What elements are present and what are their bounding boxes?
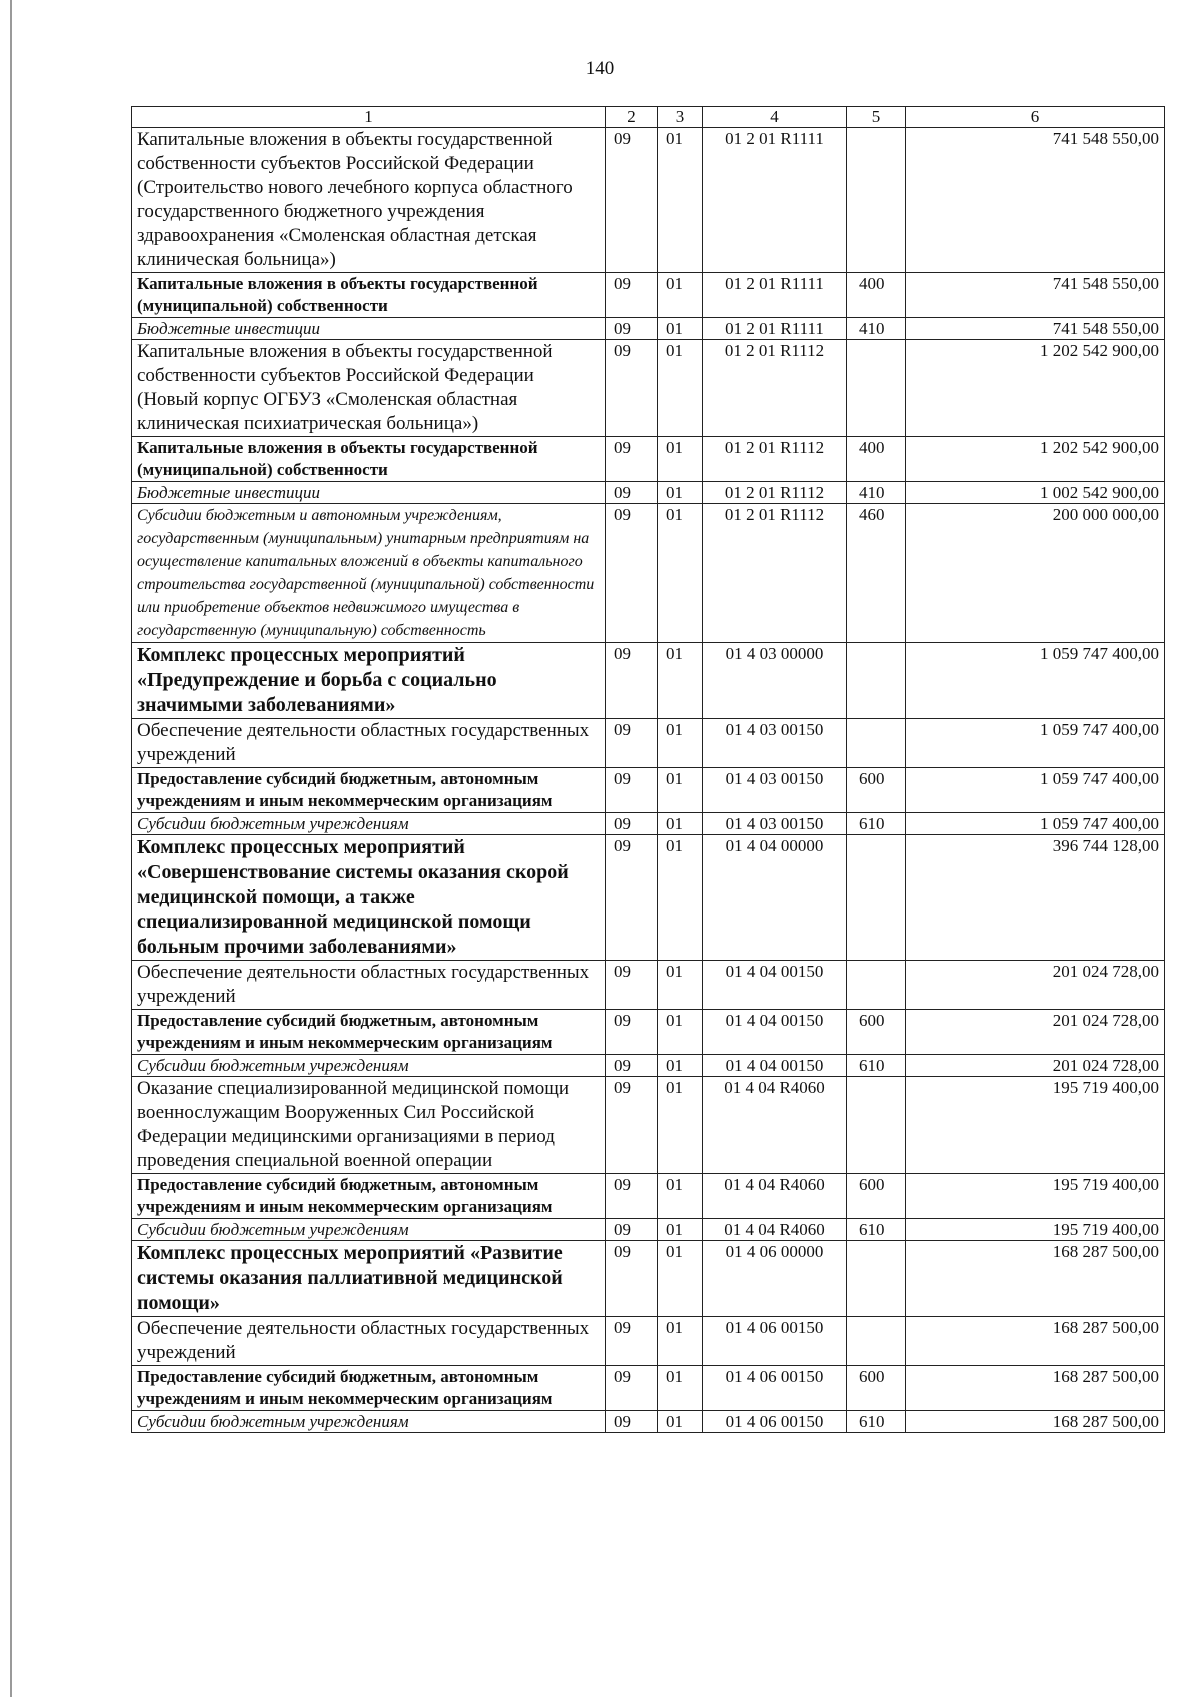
target-article-cell: 01 2 01 R1112 (703, 482, 847, 504)
amount-cell: 168 287 500,00 (906, 1241, 1165, 1317)
table-row (132, 813, 1165, 835)
expense-type-cell: 400 (847, 273, 906, 318)
expense-type-cell: 460 (847, 504, 906, 643)
table-row (132, 128, 1165, 273)
amount-cell: 741 548 550,00 (906, 273, 1165, 318)
table-row (132, 273, 1165, 318)
subsection-code-cell: 01 (658, 1241, 703, 1317)
amount-cell: 201 024 728,00 (906, 961, 1165, 1010)
expense-type-cell: 600 (847, 1010, 906, 1055)
target-article-cell: 01 4 04 00000 (703, 835, 847, 961)
row-name-cell: Обеспечение деятельности областных государственных учреждений (132, 719, 606, 768)
row-name-cell: Предоставление субсидий бюджетным, автономным учреждениям и иным некоммерческим организациям (132, 1174, 606, 1219)
target-article-cell: 01 4 06 00150 (703, 1411, 847, 1433)
table-row (132, 1010, 1165, 1055)
table-row (132, 340, 1165, 437)
amount-cell: 168 287 500,00 (906, 1411, 1165, 1433)
expense-type-cell: 610 (847, 813, 906, 835)
amount-cell: 1 202 542 900,00 (906, 437, 1165, 482)
table-row (132, 768, 1165, 813)
target-article-cell: 01 4 03 00150 (703, 813, 847, 835)
table-row (132, 1219, 1165, 1241)
section-code-cell: 09 (606, 961, 658, 1010)
subsection-code-cell: 01 (658, 1174, 703, 1219)
amount-cell: 195 719 400,00 (906, 1077, 1165, 1174)
table-row (132, 1055, 1165, 1077)
row-name-cell: Капитальные вложения в объекты государственной собственности субъектов Российской Федерации (Строительство нового лечебного корпуса областного государственного бюджетного учреждения здравоохранения «Смоленская областная детская клиническая больница») (132, 128, 606, 273)
row-name-cell: Оказание специализированной медицинской помощи военнослужащим Вооруженных Сил Российской Федерации медицинскими организациями в период проведения специальной военной операции (132, 1077, 606, 1174)
table-header-row (132, 107, 1165, 128)
section-code-cell: 09 (606, 719, 658, 768)
target-article-cell: 01 4 03 00150 (703, 768, 847, 813)
section-code-cell: 09 (606, 813, 658, 835)
target-article-cell: 01 2 01 R1112 (703, 340, 847, 437)
row-name-cell: Субсидии бюджетным и автономным учреждениям, государственным (муниципальным) унитарным предприятиям на осуществление капитальных вложений в объекты капитального строительства государственной (муниципальной) собственности или приобретение объектов недвижимого имущества в государственную (муниципальную) собственность (132, 504, 606, 643)
subsection-code-cell: 01 (658, 504, 703, 643)
section-code-cell: 09 (606, 1241, 658, 1317)
table-row (132, 504, 1165, 643)
row-name-cell: Комплекс процессных мероприятий «Совершенствование системы оказания скорой медицинской помощи, а также специализированной медицинской помощи больным прочими заболеваниями» (132, 835, 606, 961)
target-article-cell: 01 4 06 00150 (703, 1317, 847, 1366)
amount-cell: 1 059 747 400,00 (906, 719, 1165, 768)
target-article-cell: 01 2 01 R1111 (703, 273, 847, 318)
row-name-cell: Предоставление субсидий бюджетным, автономным учреждениям и иным некоммерческим организациям (132, 768, 606, 813)
section-code-cell: 09 (606, 1411, 658, 1433)
subsection-code-cell: 01 (658, 128, 703, 273)
expense-type-cell (847, 961, 906, 1010)
amount-cell: 201 024 728,00 (906, 1055, 1165, 1077)
expense-type-cell: 600 (847, 768, 906, 813)
section-code-cell: 09 (606, 768, 658, 813)
target-article-cell: 01 4 04 R4060 (703, 1174, 847, 1219)
section-code-cell: 09 (606, 437, 658, 482)
row-name-cell: Предоставление субсидий бюджетным, автономным учреждениям и иным некоммерческим организациям (132, 1010, 606, 1055)
subsection-code-cell: 01 (658, 1055, 703, 1077)
amount-cell: 1 059 747 400,00 (906, 813, 1165, 835)
amount-cell: 396 744 128,00 (906, 835, 1165, 961)
expense-type-cell (847, 1317, 906, 1366)
section-code-cell: 09 (606, 482, 658, 504)
subsection-code-cell: 01 (658, 1317, 703, 1366)
subsection-code-cell: 01 (658, 1411, 703, 1433)
amount-cell: 195 719 400,00 (906, 1219, 1165, 1241)
subsection-code-cell: 01 (658, 273, 703, 318)
row-name-cell: Обеспечение деятельности областных государственных учреждений (132, 1317, 606, 1366)
section-code-cell: 09 (606, 128, 658, 273)
subsection-code-cell: 01 (658, 1219, 703, 1241)
row-name-cell: Обеспечение деятельности областных государственных учреждений (132, 961, 606, 1010)
target-article-cell: 01 4 06 00000 (703, 1241, 847, 1317)
row-name-cell: Капитальные вложения в объекты государственной (муниципальной) собственности (132, 273, 606, 318)
header-cell: 2 (606, 107, 658, 128)
header-cell: 4 (703, 107, 847, 128)
table-row (132, 961, 1165, 1010)
amount-cell: 1 059 747 400,00 (906, 768, 1165, 813)
section-code-cell: 09 (606, 1010, 658, 1055)
expense-type-cell: 400 (847, 437, 906, 482)
amount-cell: 1 202 542 900,00 (906, 340, 1165, 437)
row-name-cell: Бюджетные инвестиции (132, 318, 606, 340)
row-name-cell: Комплекс процессных мероприятий «Развитие системы оказания паллиативной медицинской помощи» (132, 1241, 606, 1317)
expense-type-cell (847, 643, 906, 719)
section-code-cell: 09 (606, 835, 658, 961)
section-code-cell: 09 (606, 1077, 658, 1174)
header-cell: 5 (847, 107, 906, 128)
table-row (132, 1174, 1165, 1219)
row-name-cell: Предоставление субсидий бюджетным, автономным учреждениям и иным некоммерческим организациям (132, 1366, 606, 1411)
target-article-cell: 01 2 01 R1111 (703, 128, 847, 273)
table-row (132, 1241, 1165, 1317)
section-code-cell: 09 (606, 1055, 658, 1077)
expense-type-cell (847, 1077, 906, 1174)
expense-type-cell (847, 835, 906, 961)
row-name-cell: Субсидии бюджетным учреждениям (132, 1219, 606, 1241)
target-article-cell: 01 4 03 00000 (703, 643, 847, 719)
target-article-cell: 01 4 04 R4060 (703, 1219, 847, 1241)
subsection-code-cell: 01 (658, 813, 703, 835)
amount-cell: 741 548 550,00 (906, 318, 1165, 340)
amount-cell: 741 548 550,00 (906, 128, 1165, 273)
row-name-cell: Субсидии бюджетным учреждениям (132, 1411, 606, 1433)
subsection-code-cell: 01 (658, 482, 703, 504)
scan-edge-line (10, 0, 12, 1697)
table-row (132, 1411, 1165, 1433)
expense-type-cell: 600 (847, 1366, 906, 1411)
header-cell: 6 (906, 107, 1165, 128)
section-code-cell: 09 (606, 273, 658, 318)
target-article-cell: 01 4 04 00150 (703, 1010, 847, 1055)
row-name-cell: Субсидии бюджетным учреждениям (132, 1055, 606, 1077)
budget-table (131, 106, 1165, 1433)
row-name-cell: Капитальные вложения в объекты государственной собственности субъектов Российской Федерации (Новый корпус ОГБУЗ «Смоленская областная клиническая психиатрическая больница») (132, 340, 606, 437)
section-code-cell: 09 (606, 643, 658, 719)
subsection-code-cell: 01 (658, 961, 703, 1010)
table-row (132, 482, 1165, 504)
expense-type-cell (847, 128, 906, 273)
section-code-cell: 09 (606, 340, 658, 437)
section-code-cell: 09 (606, 1174, 658, 1219)
table-row (132, 1317, 1165, 1366)
subsection-code-cell: 01 (658, 437, 703, 482)
header-cell: 1 (132, 107, 606, 128)
expense-type-cell (847, 340, 906, 437)
amount-cell: 1 059 747 400,00 (906, 643, 1165, 719)
target-article-cell: 01 4 03 00150 (703, 719, 847, 768)
target-article-cell: 01 2 01 R1111 (703, 318, 847, 340)
amount-cell: 168 287 500,00 (906, 1317, 1165, 1366)
table-row (132, 1077, 1165, 1174)
expense-type-cell (847, 1241, 906, 1317)
section-code-cell: 09 (606, 1219, 658, 1241)
amount-cell: 1 002 542 900,00 (906, 482, 1165, 504)
table-row (132, 318, 1165, 340)
target-article-cell: 01 2 01 R1112 (703, 504, 847, 643)
budget-table-body (132, 107, 1165, 1433)
amount-cell: 201 024 728,00 (906, 1010, 1165, 1055)
target-article-cell: 01 4 04 00150 (703, 1055, 847, 1077)
section-code-cell: 09 (606, 1366, 658, 1411)
expense-type-cell: 410 (847, 482, 906, 504)
expense-type-cell: 610 (847, 1411, 906, 1433)
row-name-cell: Бюджетные инвестиции (132, 482, 606, 504)
subsection-code-cell: 01 (658, 318, 703, 340)
subsection-code-cell: 01 (658, 340, 703, 437)
target-article-cell: 01 4 04 00150 (703, 961, 847, 1010)
section-code-cell: 09 (606, 1317, 658, 1366)
expense-type-cell: 610 (847, 1055, 906, 1077)
subsection-code-cell: 01 (658, 1010, 703, 1055)
section-code-cell: 09 (606, 504, 658, 643)
table-row (132, 643, 1165, 719)
subsection-code-cell: 01 (658, 643, 703, 719)
subsection-code-cell: 01 (658, 719, 703, 768)
subsection-code-cell: 01 (658, 1077, 703, 1174)
subsection-code-cell: 01 (658, 835, 703, 961)
table-row (132, 1366, 1165, 1411)
row-name-cell: Капитальные вложения в объекты государственной (муниципальной) собственности (132, 437, 606, 482)
page-number: 140 (585, 58, 615, 79)
expense-type-cell: 610 (847, 1219, 906, 1241)
target-article-cell: 01 2 01 R1112 (703, 437, 847, 482)
subsection-code-cell: 01 (658, 1366, 703, 1411)
expense-type-cell (847, 719, 906, 768)
amount-cell: 200 000 000,00 (906, 504, 1165, 643)
row-name-cell: Субсидии бюджетным учреждениям (132, 813, 606, 835)
table-row (132, 835, 1165, 961)
expense-type-cell: 600 (847, 1174, 906, 1219)
table-row (132, 719, 1165, 768)
section-code-cell: 09 (606, 318, 658, 340)
amount-cell: 168 287 500,00 (906, 1366, 1165, 1411)
header-cell: 3 (658, 107, 703, 128)
target-article-cell: 01 4 06 00150 (703, 1366, 847, 1411)
amount-cell: 195 719 400,00 (906, 1174, 1165, 1219)
subsection-code-cell: 01 (658, 768, 703, 813)
expense-type-cell: 410 (847, 318, 906, 340)
table-row (132, 437, 1165, 482)
target-article-cell: 01 4 04 R4060 (703, 1077, 847, 1174)
row-name-cell: Комплекс процессных мероприятий «Предупреждение и борьба с социально значимыми заболеваниями» (132, 643, 606, 719)
